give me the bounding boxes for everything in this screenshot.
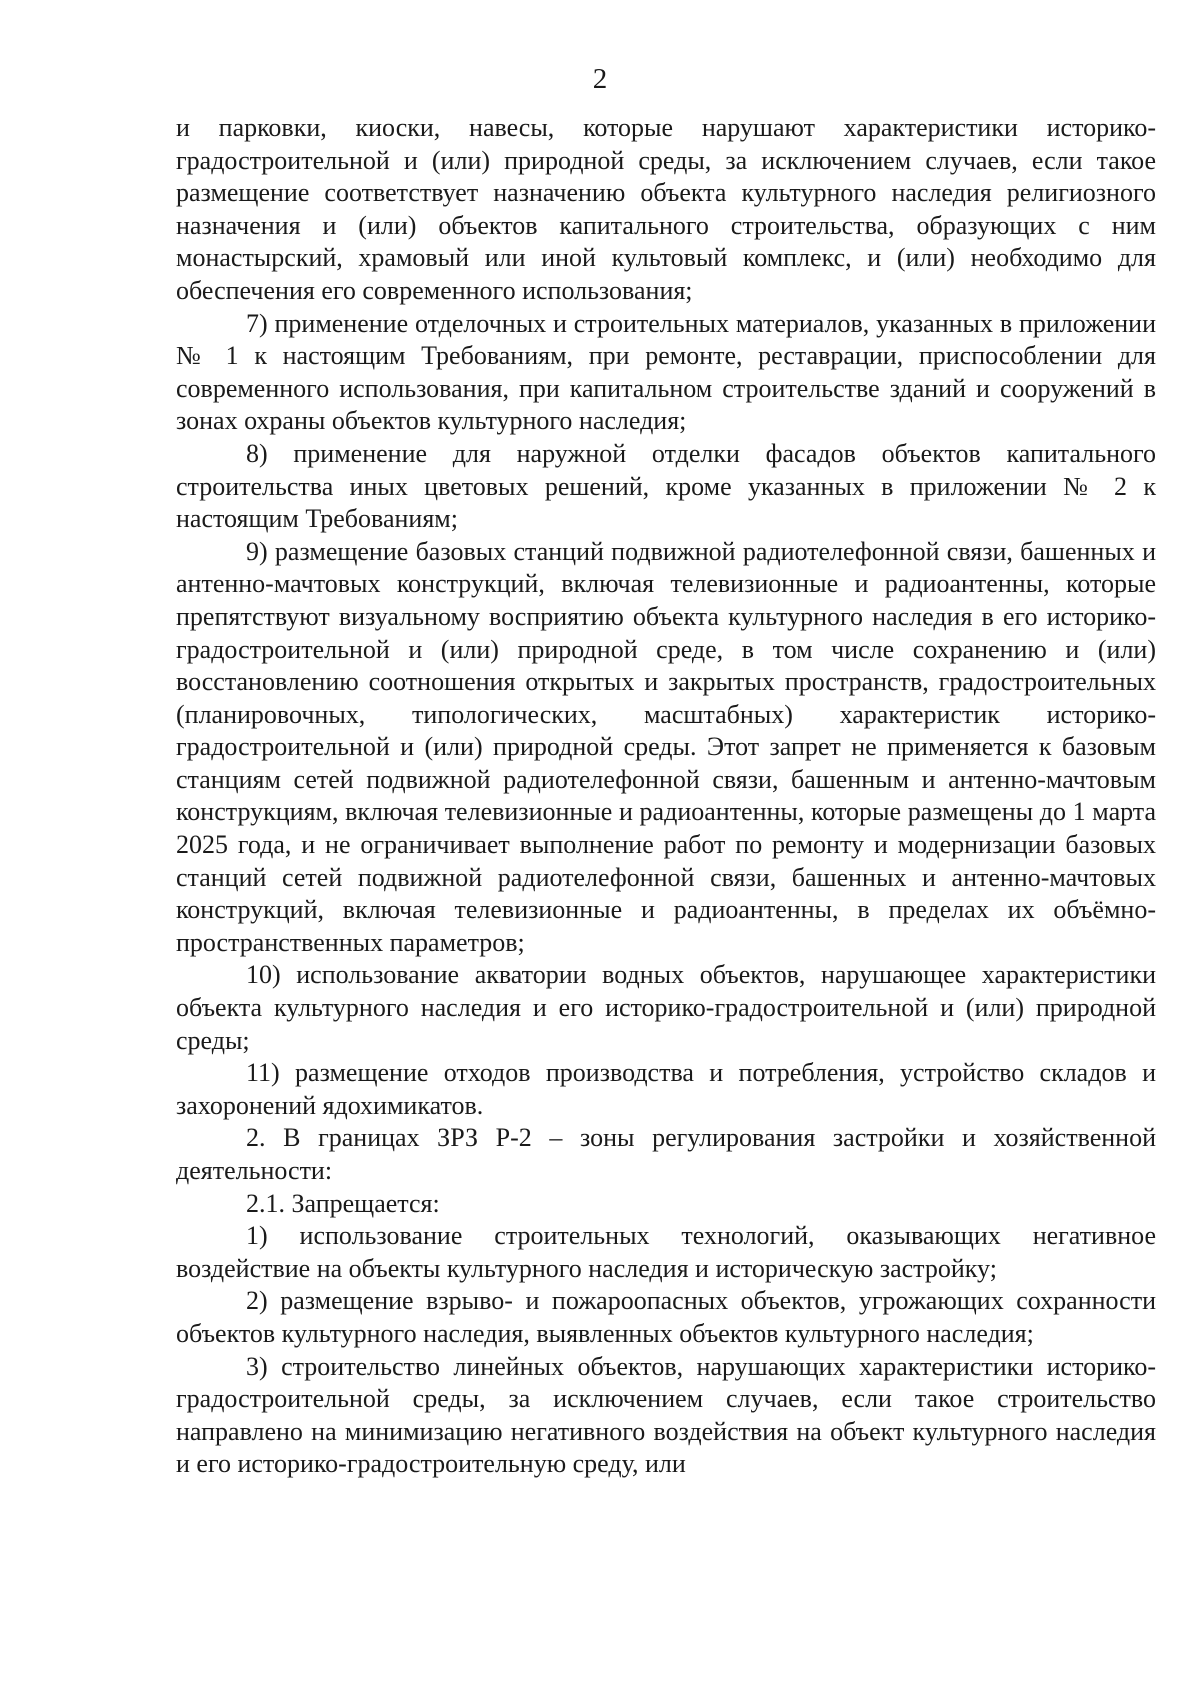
document-body [176,112,1156,1481]
paragraph-item-8: 8) применение для наружной отделки фасадов объектов капитального строительства иных цветовых решений, кроме указанных в приложении № 2 к настоящим Требованиям; [176,438,1156,534]
page-number: 2 [592,63,608,95]
paragraph-continuation: и парковки, киоски, навесы, которые нарушают характеристики историко-градостроительной и (или) природной среды, за исключением случаев, если такое размещение соответствует назначению объекта культурного наследия религиозного назначения и (или) объектов капитального строительства, образующих с ним монастырский, храмовый или иной культовый комплекс, и (или) необходимо для обеспечения его современного использования; [176,113,1156,305]
paragraph-sub-item-3: 3) строительство линейных объектов, нарушающих характеристики историко-градостроительной среды, за исключением случаев, если такое строительство направлено на минимизацию негативного воздействия на объект культурного наследия и его историко-градостроительную среду, или [176,1351,1156,1479]
paragraph-sub-item-1: 1) использование строительных технологий, оказывающих негативное воздействие на объекты культурного наследия и историческую застройку; [176,1221,1156,1283]
paragraph-section-2: 2. В границах ЗРЗ Р-2 – зоны регулирования застройки и хозяйственной деятельности: [176,1123,1156,1185]
paragraph-item-10: 10) использование акватории водных объектов, нарушающее характеристики объекта культурного наследия и его историко-градостроительной и (или) природной среды; [176,960,1156,1055]
paragraph-item-9: 9) размещение базовых станций подвижной радиотелефонной связи, башенных и антенно-мачтовых конструкций, включая телевизионные и радиоантенны, которые препятствуют визуальному восприятию объекта культурного наследия в его историко-градостроительной и (или) природной среде, в том числе сохранению и (или) восстановлению соотношения открытых и закрытых пространств, градостроительных (планировочных, типологических, масштабных) характеристик историко-градостроительной и (или) природной среды. Этот запрет не применяется к базовым станциям сетей подвижной радиотелефонной связи, башенным и антенно-мачтовым конструкциям, включая телевизионные и радиоантенны, которые размещены до 1 марта 2025 года, и не ограничивает выполнение работ по ремонту и модернизации базовых станций сетей подвижной радиотелефонной связи, башенных и антенно-мачтовых конструкций, включая телевизионные и радиоантенны, в пределах их объёмно-пространственных параметров; [176,536,1156,957]
paragraph-section-2-1: 2.1. Запрещается: [246,1188,440,1218]
paragraph-item-7: 7) применение отделочных и строительных материалов, указанных в приложении № 1 к настоящим Требованиям, при ремонте, реставрации, приспособлении для современного использования, при капитальном строительстве зданий и сооружений в зонах охраны объектов культурного наследия; [176,308,1156,436]
paragraph-item-11: 11) размещение отходов производства и потребления, устройство складов и захоронений ядохимикатов. [176,1058,1156,1120]
paragraph-sub-item-2: 2) размещение взрыво- и пожароопасных объектов, угрожающих сохранности объектов культурного наследия, выявленных объектов культурного наследия; [176,1286,1156,1348]
